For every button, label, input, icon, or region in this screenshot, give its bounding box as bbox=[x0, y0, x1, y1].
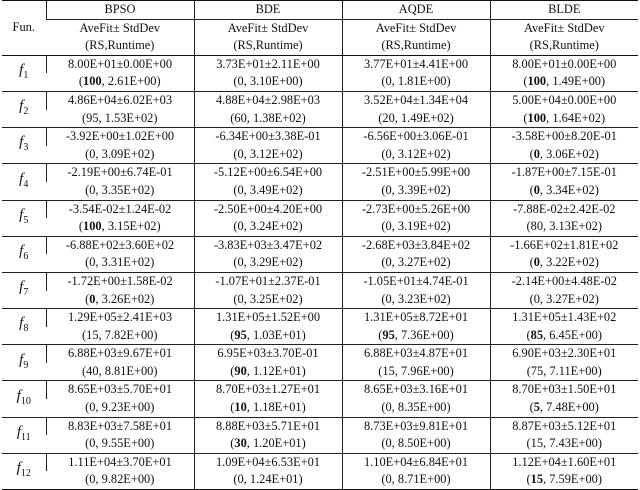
rs-runtime-header: (RS,Runtime) bbox=[46, 37, 194, 55]
runtime: 8.35E+00 bbox=[397, 400, 447, 415]
table-row bbox=[2, 164, 638, 182]
table-row-detail bbox=[2, 471, 638, 489]
success-rate: 0 bbox=[237, 219, 244, 234]
success-rate: 0 bbox=[533, 291, 540, 306]
rs-runtime-cell: (100, 2.61E+00) bbox=[78, 74, 161, 89]
table-row-detail bbox=[2, 435, 638, 453]
avefit-stddev-cell: 8.88E+03±5.71E+01 bbox=[194, 417, 342, 435]
function-name bbox=[2, 417, 46, 453]
success-rate: 0 bbox=[89, 182, 96, 197]
runtime: 3.27E+02 bbox=[546, 291, 595, 306]
table-row bbox=[2, 236, 638, 254]
avefit-stddev-cell: 3.73E+01±2.11E+00 bbox=[194, 55, 342, 73]
rs-runtime-cell: (0, 3.25E+02) bbox=[194, 291, 342, 309]
avefit-stddev-cell: -2.68E+03±3.84E+02 bbox=[342, 236, 490, 254]
function-name bbox=[2, 272, 46, 308]
avefit-stddev-cell: 6.95E+03±3.70E-01 bbox=[194, 345, 342, 363]
function-index: 8 bbox=[23, 323, 29, 335]
table-row-detail bbox=[2, 291, 638, 309]
rs-runtime-cell: (0, 3.12E+02) bbox=[342, 146, 490, 164]
runtime: 1.18E+01 bbox=[252, 400, 302, 415]
rs-runtime-cell: (0, 9.82E+00) bbox=[46, 471, 194, 489]
runtime: 1.38E+02 bbox=[252, 110, 302, 125]
rs-runtime-cell: (0, 1.81E+00) bbox=[342, 73, 490, 91]
avefit-stddev-cell: 8.87E+03±5.12E+01 bbox=[490, 417, 638, 435]
algorithm-header: BDE bbox=[194, 1, 342, 20]
function-index: 2 bbox=[23, 106, 29, 118]
rs-runtime-cell: (0, 3.29E+02) bbox=[194, 254, 342, 272]
rs-runtime-cell: (100, 1.64E+02) bbox=[490, 110, 638, 128]
rs-runtime-cell: (95, 7.36E+00) bbox=[342, 327, 490, 345]
avefit-stddev-cell: -3.58E+00±8.20E-01 bbox=[490, 128, 638, 146]
function-letter: f bbox=[19, 98, 24, 115]
rs-runtime-cell: (15, 7.59E+00) bbox=[490, 471, 638, 489]
runtime: 1.12E+01 bbox=[252, 363, 302, 378]
avefit-stddev-cell: 1.11E+04±3.70E+01 bbox=[46, 453, 194, 471]
success-rate: 40 bbox=[86, 363, 99, 378]
rs-runtime-cell: (75, 7.11E+00) bbox=[490, 363, 638, 381]
fun-header: Fun. bbox=[2, 1, 46, 56]
metric-header: AveFit± StdDev bbox=[342, 19, 490, 37]
rs-runtime-cell: (0, 9.23E+00) bbox=[85, 400, 155, 415]
success-rate: 0 bbox=[385, 182, 392, 197]
rs-runtime-cell: (0, 3.49E+02) bbox=[194, 182, 342, 200]
function-name bbox=[2, 381, 46, 417]
runtime: 3.12E+02 bbox=[397, 146, 447, 161]
success-rate: 0 bbox=[533, 182, 540, 197]
metric-header: AveFit± StdDev bbox=[194, 19, 342, 37]
success-rate: 0 bbox=[385, 400, 392, 415]
success-rate: 100 bbox=[83, 219, 102, 234]
avefit-stddev-cell: -1.87E+00±7.15E-01 bbox=[490, 164, 638, 182]
runtime: 3.15E+02 bbox=[107, 219, 157, 234]
function-name bbox=[2, 309, 46, 345]
results-table bbox=[2, 0, 638, 490]
function-letter: f bbox=[19, 206, 24, 223]
runtime: 3.26E+02 bbox=[101, 291, 151, 306]
success-rate: 15 bbox=[530, 472, 544, 487]
function-letter: f bbox=[16, 460, 21, 477]
algorithm-header: BPSO bbox=[46, 1, 194, 20]
function-name bbox=[2, 236, 46, 272]
success-rate: 0 bbox=[385, 472, 392, 487]
table-row bbox=[2, 417, 638, 435]
function-symbol bbox=[16, 423, 31, 443]
table-row bbox=[2, 453, 638, 471]
success-rate: 0 bbox=[237, 472, 244, 487]
function-name bbox=[2, 200, 46, 236]
runtime: 3.31E+02 bbox=[101, 255, 151, 270]
success-rate: 95 bbox=[86, 110, 99, 125]
runtime: 8.81E+00 bbox=[104, 363, 154, 378]
runtime: 8.50E+00 bbox=[397, 436, 447, 451]
avefit-stddev-cell: 6.88E+03±4.87E+01 bbox=[342, 345, 490, 363]
rs-runtime-cell: (0, 3.06E+02) bbox=[490, 146, 638, 164]
function-name bbox=[2, 55, 46, 91]
avefit-stddev-cell: 1.29E+05±2.41E+03 bbox=[46, 309, 194, 327]
function-letter: f bbox=[19, 134, 24, 151]
runtime: 3.19E+02 bbox=[397, 219, 447, 234]
rs-runtime-cell: (5, 7.48E+00) bbox=[490, 399, 638, 417]
runtime: 3.10E+00 bbox=[249, 74, 299, 89]
runtime: 3.29E+02 bbox=[249, 255, 299, 270]
runtime: 2.61E+00 bbox=[107, 74, 157, 89]
success-rate: 30 bbox=[234, 436, 247, 451]
rs-runtime-cell: (0, 8.35E+00) bbox=[342, 399, 490, 417]
function-letter: f bbox=[19, 279, 24, 296]
runtime: 1.49E+02 bbox=[400, 110, 450, 125]
function-index: 11 bbox=[21, 431, 31, 443]
success-rate: 0 bbox=[89, 400, 96, 415]
rs-runtime-cell: (0, 3.27E+02) bbox=[490, 291, 638, 309]
avefit-stddev-cell: -1.66E+02±1.81E+02 bbox=[490, 236, 638, 254]
function-symbol bbox=[19, 351, 29, 371]
runtime: 6.45E+00 bbox=[549, 327, 598, 342]
runtime: 3.34E+02 bbox=[546, 182, 595, 197]
rs-runtime-cell: (60, 1.38E+02) bbox=[194, 110, 342, 128]
metric-header: AveFit± StdDev bbox=[79, 20, 161, 35]
function-symbol bbox=[19, 279, 29, 299]
metric-header: AveFit± StdDev bbox=[490, 19, 638, 37]
success-rate: 20 bbox=[382, 110, 395, 125]
avefit-stddev-cell: 6.90E+03±2.30E+01 bbox=[490, 345, 638, 363]
table-row-detail bbox=[2, 399, 638, 417]
rs-runtime-cell: (40, 8.81E+00) bbox=[81, 363, 158, 378]
runtime: 1.03E+01 bbox=[252, 327, 302, 342]
success-rate: 85 bbox=[530, 327, 544, 342]
algorithm-header: AQDE bbox=[342, 1, 490, 20]
rs-runtime-cell: (95, 1.53E+02) bbox=[81, 110, 158, 125]
rs-runtime-cell: (15, 7.82E+00) bbox=[81, 327, 158, 342]
avefit-stddev-cell: -2.73E+00±5.26E+00 bbox=[342, 200, 490, 218]
runtime: 1.49E+00 bbox=[552, 74, 601, 89]
function-letter: f bbox=[19, 315, 24, 332]
runtime: 7.36E+00 bbox=[400, 327, 450, 342]
rs-runtime-cell: (15, 7.43E+00) bbox=[490, 435, 638, 453]
success-rate: 5 bbox=[533, 400, 540, 415]
rs-runtime-cell: (0, 9.55E+00) bbox=[85, 436, 155, 451]
rs-runtime-cell: (0, 3.26E+02) bbox=[85, 291, 155, 306]
function-letter: f bbox=[19, 62, 24, 79]
rs-runtime-cell: (10, 1.18E+01) bbox=[194, 399, 342, 417]
runtime: 7.82E+00 bbox=[104, 327, 154, 342]
avefit-stddev-cell: 8.65E+03±3.16E+01 bbox=[342, 381, 490, 399]
metric-header-row bbox=[2, 19, 638, 37]
function-symbol bbox=[19, 206, 29, 226]
runtime: 7.11E+00 bbox=[549, 363, 598, 378]
success-rate: 0 bbox=[533, 255, 540, 270]
runtime: 3.23E+02 bbox=[397, 291, 447, 306]
rs-runtime-cell: (85, 6.45E+00) bbox=[490, 327, 638, 345]
rs-runtime-cell: (0, 3.23E+02) bbox=[342, 291, 490, 309]
function-symbol bbox=[19, 134, 29, 154]
table-row bbox=[2, 91, 638, 109]
rs-runtime-header: (RS,Runtime) bbox=[490, 37, 638, 55]
success-rate: 0 bbox=[385, 146, 392, 161]
success-rate: 15 bbox=[530, 436, 544, 451]
function-symbol bbox=[19, 98, 29, 118]
success-rate: 90 bbox=[234, 363, 247, 378]
avefit-stddev-cell: 1.09E+04±6.53E+01 bbox=[194, 453, 342, 471]
function-index: 6 bbox=[23, 251, 29, 263]
runtime: 3.22E+02 bbox=[546, 255, 595, 270]
runtime: 7.96E+00 bbox=[400, 363, 450, 378]
function-name bbox=[2, 91, 46, 127]
rs-runtime-header: (RS,Runtime) bbox=[342, 37, 490, 55]
table-row bbox=[2, 200, 638, 218]
success-rate: 15 bbox=[86, 327, 99, 342]
rs-runtime-cell: (95, 1.03E+01) bbox=[194, 327, 342, 345]
rs-runtime-cell: (0, 3.10E+00) bbox=[194, 73, 342, 91]
rs-runtime-cell: (0, 1.24E+01) bbox=[194, 471, 342, 489]
runtime: 3.39E+02 bbox=[397, 182, 447, 197]
success-rate: 0 bbox=[533, 146, 540, 161]
rs-runtime-cell: (0, 8.71E+00) bbox=[342, 471, 490, 489]
success-rate: 0 bbox=[237, 291, 244, 306]
runtime: 3.35E+02 bbox=[101, 182, 151, 197]
avefit-stddev-cell: 1.31E+05±8.72E+01 bbox=[342, 309, 490, 327]
success-rate: 100 bbox=[527, 110, 547, 125]
avefit-stddev-cell: -3.54E-02±1.24E-02 bbox=[46, 200, 194, 218]
table-row-detail bbox=[2, 73, 638, 91]
success-rate: 10 bbox=[234, 400, 247, 415]
rs-runtime-cell: (0, 8.50E+00) bbox=[342, 435, 490, 453]
algorithm-header: BLDE bbox=[490, 1, 638, 20]
runtime: 7.43E+00 bbox=[549, 436, 598, 451]
avefit-stddev-cell: -1.05E+01±4.74E-01 bbox=[342, 272, 490, 290]
success-rate: 0 bbox=[89, 436, 96, 451]
rs-runtime-cell: (80, 3.13E+02) bbox=[490, 218, 638, 236]
function-symbol bbox=[16, 387, 31, 407]
success-rate: 0 bbox=[237, 146, 244, 161]
success-rate: 60 bbox=[234, 110, 247, 125]
table-row-detail bbox=[2, 146, 638, 164]
table-row-detail bbox=[2, 182, 638, 200]
function-index: 10 bbox=[20, 395, 31, 407]
rs-runtime-cell: (30, 1.20E+01) bbox=[194, 435, 342, 453]
function-index: 1 bbox=[23, 70, 29, 82]
success-rate: 0 bbox=[237, 74, 244, 89]
success-rate: 75 bbox=[530, 363, 544, 378]
success-rate: 0 bbox=[385, 219, 392, 234]
runtime: 1.20E+01 bbox=[252, 436, 302, 451]
function-index: 12 bbox=[20, 468, 31, 480]
function-symbol bbox=[19, 243, 29, 263]
runtime: 1.53E+02 bbox=[104, 110, 154, 125]
success-rate: 0 bbox=[237, 255, 244, 270]
success-rate: 95 bbox=[382, 327, 395, 342]
table-row bbox=[2, 381, 638, 399]
runtime: 3.12E+02 bbox=[249, 146, 299, 161]
avefit-stddev-cell: 8.70E+03±1.27E+01 bbox=[194, 381, 342, 399]
success-rate: 0 bbox=[385, 291, 392, 306]
table-row-detail bbox=[2, 254, 638, 272]
function-name bbox=[2, 345, 46, 381]
avefit-stddev-cell: -6.56E+00±3.06E-01 bbox=[342, 128, 490, 146]
avefit-stddev-cell: 1.12E+04±1.60E+01 bbox=[490, 453, 638, 471]
rs-runtime-cell: (0, 3.27E+02) bbox=[342, 254, 490, 272]
rs-runtime-cell: (0, 3.39E+02) bbox=[342, 182, 490, 200]
success-rate: 0 bbox=[89, 472, 96, 487]
avefit-stddev-cell: -1.07E+01±2.37E-01 bbox=[194, 272, 342, 290]
runtime: 1.24E+01 bbox=[249, 472, 299, 487]
avefit-stddev-cell: -7.88E-02±2.42E-02 bbox=[490, 200, 638, 218]
runtime: 3.49E+02 bbox=[249, 182, 299, 197]
runtime: 3.06E+02 bbox=[546, 146, 595, 161]
runtime: 7.59E+00 bbox=[549, 472, 598, 487]
runtime: 8.71E+00 bbox=[397, 472, 447, 487]
success-rate: 100 bbox=[527, 74, 547, 89]
avefit-stddev-cell: 6.88E+03±9.67E+01 bbox=[46, 345, 194, 363]
function-letter: f bbox=[16, 423, 22, 440]
function-letter: f bbox=[19, 243, 24, 260]
function-symbol bbox=[19, 170, 29, 190]
function-index: 3 bbox=[23, 142, 29, 154]
table-row bbox=[2, 309, 638, 327]
table-row bbox=[2, 345, 638, 363]
table-row bbox=[2, 55, 638, 73]
avefit-stddev-cell: 4.86E+04±6.02E+03 bbox=[46, 91, 194, 109]
rs-runtime-cell: (0, 3.34E+02) bbox=[490, 182, 638, 200]
avefit-stddev-cell: -3.92E+00±1.02E+00 bbox=[46, 128, 194, 146]
function-name bbox=[2, 164, 46, 200]
table-row bbox=[2, 128, 638, 146]
rs-runtime-cell: (0, 3.09E+02) bbox=[85, 146, 155, 161]
success-rate: 95 bbox=[234, 327, 247, 342]
avefit-stddev-cell: 8.65E+03±5.70E+01 bbox=[46, 381, 194, 399]
function-name bbox=[2, 453, 46, 489]
avefit-stddev-cell: 4.88E+04±2.98E+03 bbox=[194, 91, 342, 109]
subheader-row bbox=[2, 37, 638, 55]
function-index: 4 bbox=[23, 178, 29, 190]
avefit-stddev-cell: 8.00E+01±0.00E+00 bbox=[490, 55, 638, 73]
function-symbol bbox=[16, 460, 31, 480]
avefit-stddev-cell: 1.31E+05±1.43E+02 bbox=[490, 309, 638, 327]
rs-runtime-cell: (20, 1.49E+02) bbox=[342, 110, 490, 128]
avefit-stddev-cell: 5.00E+04±0.00E+00 bbox=[490, 91, 638, 109]
rs-runtime-cell: (100, 1.49E+00) bbox=[490, 73, 638, 91]
avefit-stddev-cell: 8.73E+03±9.81E+01 bbox=[342, 417, 490, 435]
avefit-stddev-cell: -2.19E+00±6.74E-01 bbox=[46, 164, 194, 182]
table-row-detail bbox=[2, 363, 638, 381]
function-index: 9 bbox=[23, 359, 29, 371]
avefit-stddev-cell: -3.83E+03±3.47E+02 bbox=[194, 236, 342, 254]
avefit-stddev-cell: 8.00E+01±0.00E+00 bbox=[46, 55, 194, 73]
rs-runtime-cell: (0, 3.22E+02) bbox=[490, 254, 638, 272]
rs-runtime-cell: (100, 3.15E+02) bbox=[78, 219, 161, 234]
avefit-stddev-cell: -6.34E+00±3.38E-01 bbox=[194, 128, 342, 146]
table-row bbox=[2, 272, 638, 290]
rs-runtime-cell: (0, 3.35E+02) bbox=[85, 182, 155, 197]
runtime: 3.13E+02 bbox=[549, 219, 598, 234]
success-rate: 0 bbox=[385, 74, 392, 89]
avefit-stddev-cell: 1.31E+05±1.52E+00 bbox=[194, 309, 342, 327]
function-symbol bbox=[19, 315, 29, 335]
success-rate: 0 bbox=[385, 436, 392, 451]
success-rate: 100 bbox=[83, 74, 102, 89]
avefit-stddev-cell: -2.14E+00±4.48E-02 bbox=[490, 272, 638, 290]
avefit-stddev-cell: 8.70E+03±1.50E+01 bbox=[490, 381, 638, 399]
avefit-stddev-cell: -6.88E+02±3.60E+02 bbox=[46, 236, 194, 254]
success-rate: 15 bbox=[382, 363, 395, 378]
rs-runtime-cell: (90, 1.12E+01) bbox=[194, 363, 342, 381]
avefit-stddev-cell: 3.52E+04±1.34E+04 bbox=[342, 91, 490, 109]
rs-runtime-cell: (0, 3.19E+02) bbox=[342, 218, 490, 236]
avefit-stddev-cell: 3.77E+01±4.41E+00 bbox=[342, 55, 490, 73]
avefit-stddev-cell: 1.10E+04±6.84E+01 bbox=[342, 453, 490, 471]
table-body bbox=[2, 55, 638, 489]
rs-runtime-header: (RS,Runtime) bbox=[194, 37, 342, 55]
runtime: 9.82E+00 bbox=[101, 472, 151, 487]
rs-runtime-cell: (0, 3.12E+02) bbox=[194, 146, 342, 164]
success-rate: 0 bbox=[89, 146, 96, 161]
rs-runtime-cell: (0, 3.24E+02) bbox=[194, 218, 342, 236]
table-row-detail bbox=[2, 110, 638, 128]
function-index: 7 bbox=[23, 287, 29, 299]
runtime: 3.25E+02 bbox=[249, 291, 299, 306]
runtime: 3.24E+02 bbox=[249, 219, 299, 234]
avefit-stddev-cell: -2.51E+00±5.99E+00 bbox=[342, 164, 490, 182]
runtime: 1.81E+00 bbox=[397, 74, 447, 89]
function-index: 5 bbox=[23, 214, 29, 226]
avefit-stddev-cell: 8.83E+03±7.58E+01 bbox=[46, 417, 194, 435]
success-rate: 0 bbox=[385, 255, 392, 270]
runtime: 3.09E+02 bbox=[101, 146, 151, 161]
runtime: 7.48E+00 bbox=[546, 400, 595, 415]
table-row-detail bbox=[2, 327, 638, 345]
success-rate: 0 bbox=[237, 182, 244, 197]
table-row-detail bbox=[2, 218, 638, 236]
function-letter: f bbox=[19, 170, 24, 187]
function-symbol bbox=[19, 62, 29, 82]
runtime: 1.64E+02 bbox=[552, 110, 601, 125]
success-rate: 0 bbox=[89, 291, 96, 306]
success-rate: 0 bbox=[89, 255, 96, 270]
function-letter: f bbox=[19, 351, 24, 368]
runtime: 9.55E+00 bbox=[101, 436, 151, 451]
avefit-stddev-cell: -5.12E+00±6.54E+00 bbox=[194, 164, 342, 182]
function-name bbox=[2, 128, 46, 164]
avefit-stddev-cell: -2.50E+00±4.20E+00 bbox=[194, 200, 342, 218]
success-rate: 80 bbox=[530, 219, 544, 234]
algorithm-header-row bbox=[2, 1, 638, 20]
function-letter: f bbox=[16, 387, 21, 404]
rs-runtime-cell: (0, 3.31E+02) bbox=[85, 255, 155, 270]
runtime: 9.23E+00 bbox=[101, 400, 151, 415]
runtime: 3.27E+02 bbox=[397, 255, 447, 270]
avefit-stddev-cell: -1.72E+00±1.58E-02 bbox=[46, 272, 194, 290]
rs-runtime-cell: (15, 7.96E+00) bbox=[342, 363, 490, 381]
